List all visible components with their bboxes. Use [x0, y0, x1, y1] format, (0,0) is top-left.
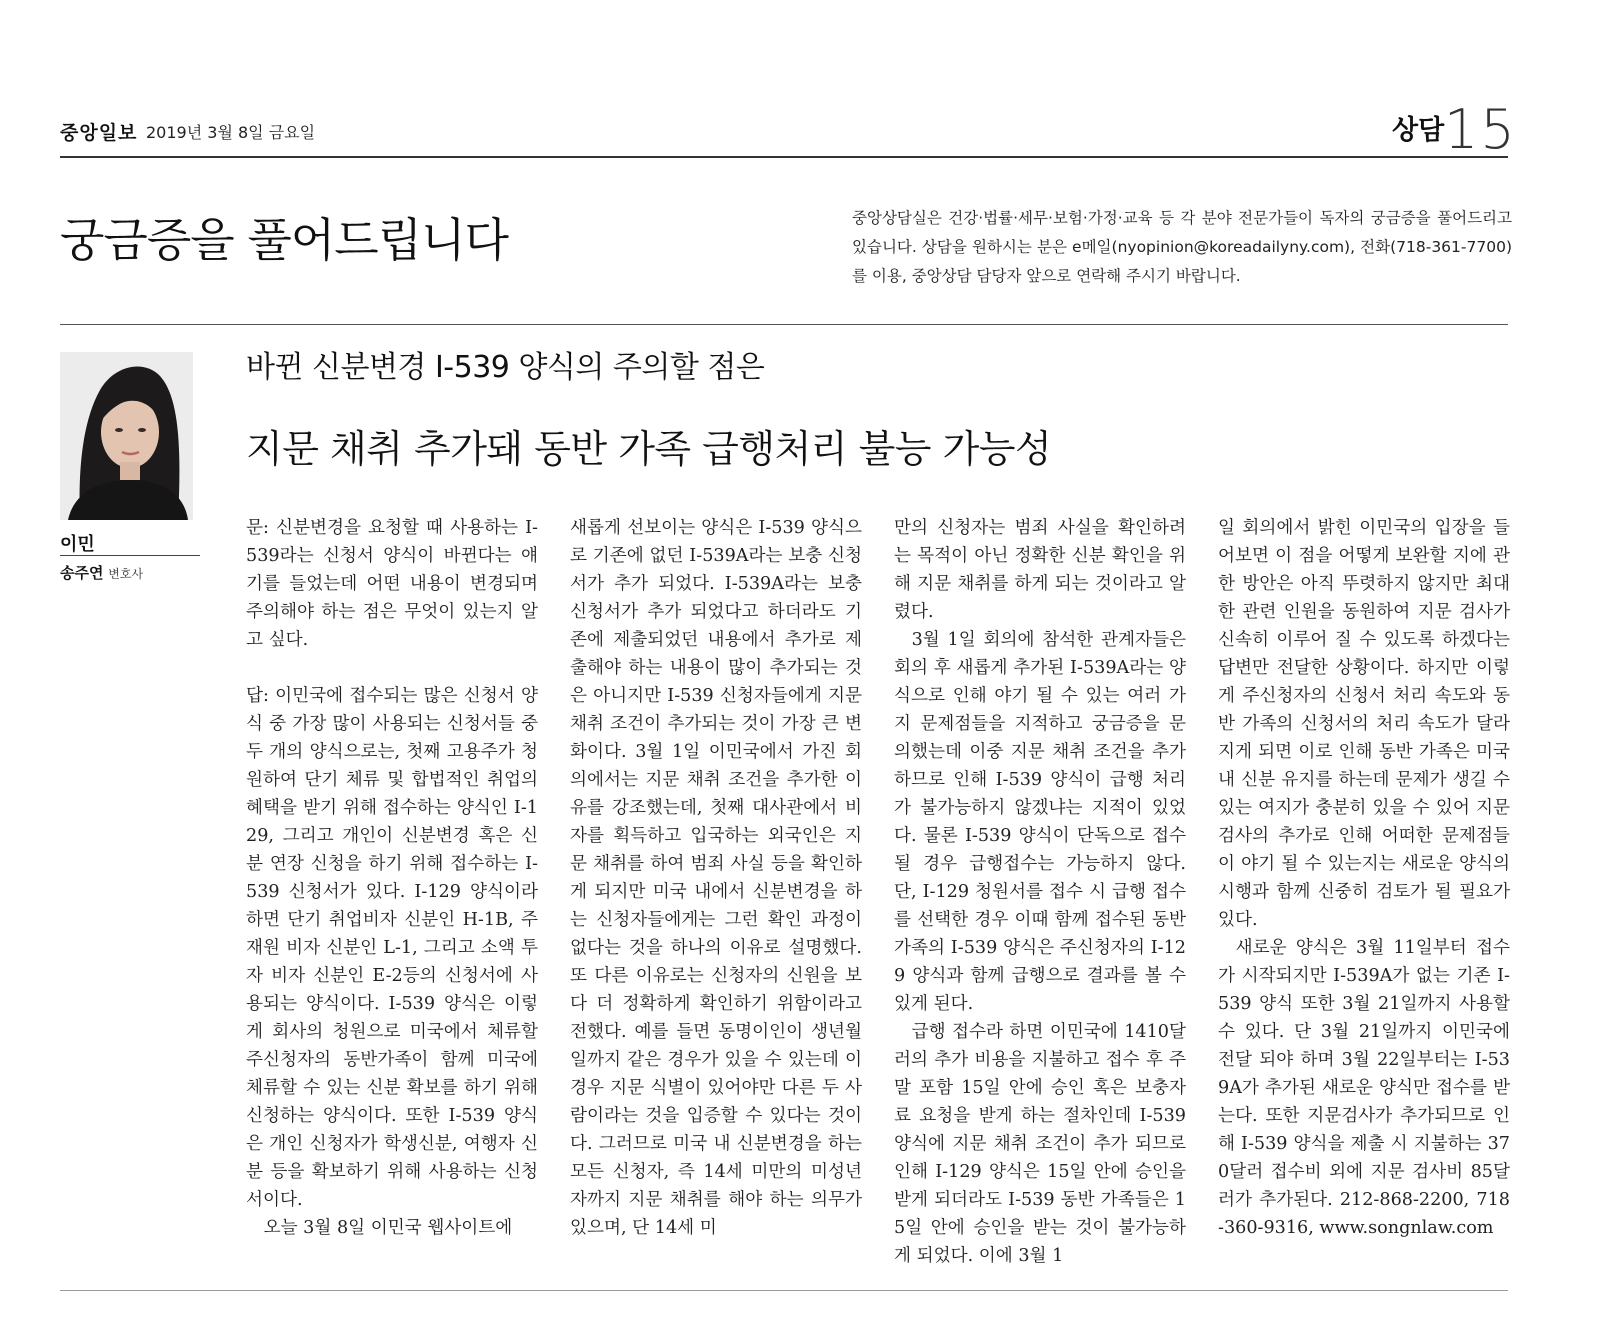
paragraph: 오늘 3월 8일 이민국 웹사이트에	[263, 1218, 513, 1238]
paragraph: 새롭게 선보이는 양식은 I-539 양식으로 기존에 없던 I-539A라는 보충 신청서가 추가 되었다. I-539A라는 보충 신청서가 추가 되었다고 하더라도 기존에 제출되었던 내용에서 추가로 제출해야 하는 내용이 많이 추가되는 것은 아니지만 I-539 신청자들에게 지문 채취 조건이 추가되는 것이 가장 큰 변화이다. 3월 1일 이민국에서 가진 회의에서는 지문 채취 조건을 추가한 이유를 강조했는데, 첫째 대사관에서 비자를 획득하고 입국하는 외국인은 지문 채취를 하여 범죄 사실 등을 확인하게 되지만 미국 내에서 신분변경을 하는 신청자들에게는 그런 확인 과정이 없다는 것을 하나의 이유로 설명했다. 또 다른 이유로는 신청자의 신원을 보다 더 정확하게 확인하기 위함이라고 전했다. 예를 들면 동명이인이 생년월일까지 같은 경우가 있을 수 있는데 이 경우 지문 식별이 있어야만 다른 두 사람이라는 것을 입증할 수 있다는 것이다. 그러므로 미국 내 신분변경을 하는 모든 신청자, 즉 14세 미만의 미성년자까지 지문 채취를 해야 하는 의무가 있으며, 단 14세 미	[570, 518, 862, 1238]
author-photo	[60, 352, 193, 520]
issue-date: 2019년 3월 8일 금요일	[146, 123, 316, 142]
page-number: 15	[1444, 98, 1517, 161]
footer-rule	[60, 1290, 1508, 1291]
article-column-4	[1218, 514, 1510, 1242]
paragraph: 답: 이민국에 접수되는 많은 신청서 양식 중 가장 많이 사용되는 신청서들 중 두 개의 양식으로는, 첫째 고용주가 청원하여 단기 체류 및 합법적인 취업의 혜택을 받기 위해 접수하는 양식인 I-129, 그리고 개인이 신분변경 혹은 신분 연장 신청을 하기 위해 접수하는 I-539 신청서가 있다. I-129 양식이라 하면 단기 취업비자 신분인 H-1B, 주재원 비자 신분인 L-1, 그리고 소액 투자 비자 신분인 E-2등의 신청서에 사용되는 양식이다. I-539 양식은 이렇게 회사의 청원으로 미국에서 체류할 주신청자의 동반가족이 함께 미국에 체류할 수 있는 신분 확보를 하기 위해 신청하는 양식이다. 또한 I-539 양식은 개인 신청자가 학생신분, 여행자 신분 등을 확보하기 위해 사용하는 신청서이다.	[246, 686, 538, 1210]
paragraph: 급행 접수라 하면 이민국에 1410달러의 추가 비용을 지불하고 접수 후 주말 포함 15일 안에 승인 혹은 보충자료 요청을 받게 하는 절차인데 I-539 양식에 지문 채취 조건이 추가 되므로 인해 I-129 양식은 15일 안에 승인을 받게 되더라도 I-539 동반 가족들은 15일 안에 승인을 받는 것이 불가능하게 되었다. 이에 3월 1	[894, 1022, 1186, 1266]
paragraph: 만의 신청자는 범죄 사실을 확인하려는 목적이 아닌 정확한 신분 확인을 위해 지문 채취를 하게 되는 것이라고 알렸다.	[894, 518, 1186, 622]
article-column-3	[894, 514, 1186, 1270]
paragraph: 문: 신분변경을 요청할 때 사용하는 I-539라는 신청서 양식이 바뀐다는 얘기를 들었는데 어떤 내용이 변경되며 주의해야 하는 점은 무엇이 있는지 알고 싶다.	[246, 518, 538, 650]
author-name: 송주연	[60, 564, 104, 582]
paragraph: 일 회의에서 밝힌 이민국의 입장을 들어보면 이 점을 어떻게 보완할 지에 관한 방안은 아직 뚜렷하지 않지만 최대한 관련 인원을 동원하여 지문 검사가 신속히 이루어 질 수 있도록 하겠다는 답변만 전달한 상황이다. 하지만 이렇게 주신청자의 신청서 처리 속도와 동반 가족의 신청서의 처리 속도가 달라지게 되면 이로 인해 동반 가족은 미국 내 신분 유지를 하는데 문제가 생길 수 있는 여지가 충분히 있을 수 있어 지문검사의 추가로 인해 어떠한 문제점들이 야기 될 수 있는지는 새로운 양식의 시행과 함께 신중히 검토가 될 필요가 있다.	[1218, 518, 1510, 930]
section-rule	[60, 324, 1508, 325]
column-name: 이민	[60, 534, 95, 555]
section-name: 상담	[1392, 115, 1445, 146]
article-column-2	[570, 514, 862, 1242]
article-column-1	[246, 514, 538, 1242]
author-byline	[60, 562, 143, 583]
article-headline: 지문 채취 추가돼 동반 가족 급행처리 불능 가능성	[246, 427, 1052, 471]
paragraph: 새로운 양식은 3월 11일부터 접수가 시작되지만 I-539A가 없는 기존 I-539 양식 또한 3월 21일까지 사용할 수 있다. 단 3월 21일까지 이민국에 전달 되야 하며 3월 22일부터는 I-539A가 추가된 새로운 양식만 접수를 받는다. 또한 지문검사가 추가되므로 인해 I-539 양식을 제출 시 지불하는 370달러 접수비 외에 지문 검사비 85달러가 추가된다. 212-868-2200, 718-360-9316, www.songnlaw.com	[1218, 938, 1510, 1238]
newspaper-logo: 중앙일보	[60, 122, 138, 144]
section-intro: 중앙상담실은 건강·법률·세무·보험·가정·교육 등 각 분야 전문가들이 독자의 궁금증을 풀어드리고 있습니다. 상담을 원하시는 분은 e메일(nyopinion@koreadailyny.com), 전화(718-361-7700)를 이용, 중앙상담 담당자 앞으로 연락해 주시기 바랍니다.	[852, 209, 1512, 285]
article-subhead: 바뀐 신분변경 I-539 양식의 주의할 점은	[246, 350, 765, 385]
header-rule	[60, 156, 1508, 158]
section-title: 궁금증을 풀어드립니다	[60, 213, 508, 267]
byline-rule	[60, 555, 200, 556]
paragraph: 3월 1일 회의에 참석한 관계자들은 회의 후 새롭게 추가된 I-539A라는 양식으로 인해 야기 될 수 있는 여러 가지 문제점들을 지적하고 궁금증을 문의했는데 이중 지문 채취 조건을 추가하므로 인해 I-539 양식이 급행 처리가 불가능하지 않겠냐는 지적이 있었다. 물론 I-539 양식이 단독으로 접수될 경우 급행접수는 가능하지 않다. 단, I-129 청원서를 접수 시 급행 접수를 선택한 경우 이때 함께 접수된 동반 가족의 I-539 양식은 주신청자의 I-129 양식과 함께 급행으로 결과를 볼 수 있게 된다.	[894, 630, 1186, 1014]
author-role: 변호사	[108, 567, 144, 581]
